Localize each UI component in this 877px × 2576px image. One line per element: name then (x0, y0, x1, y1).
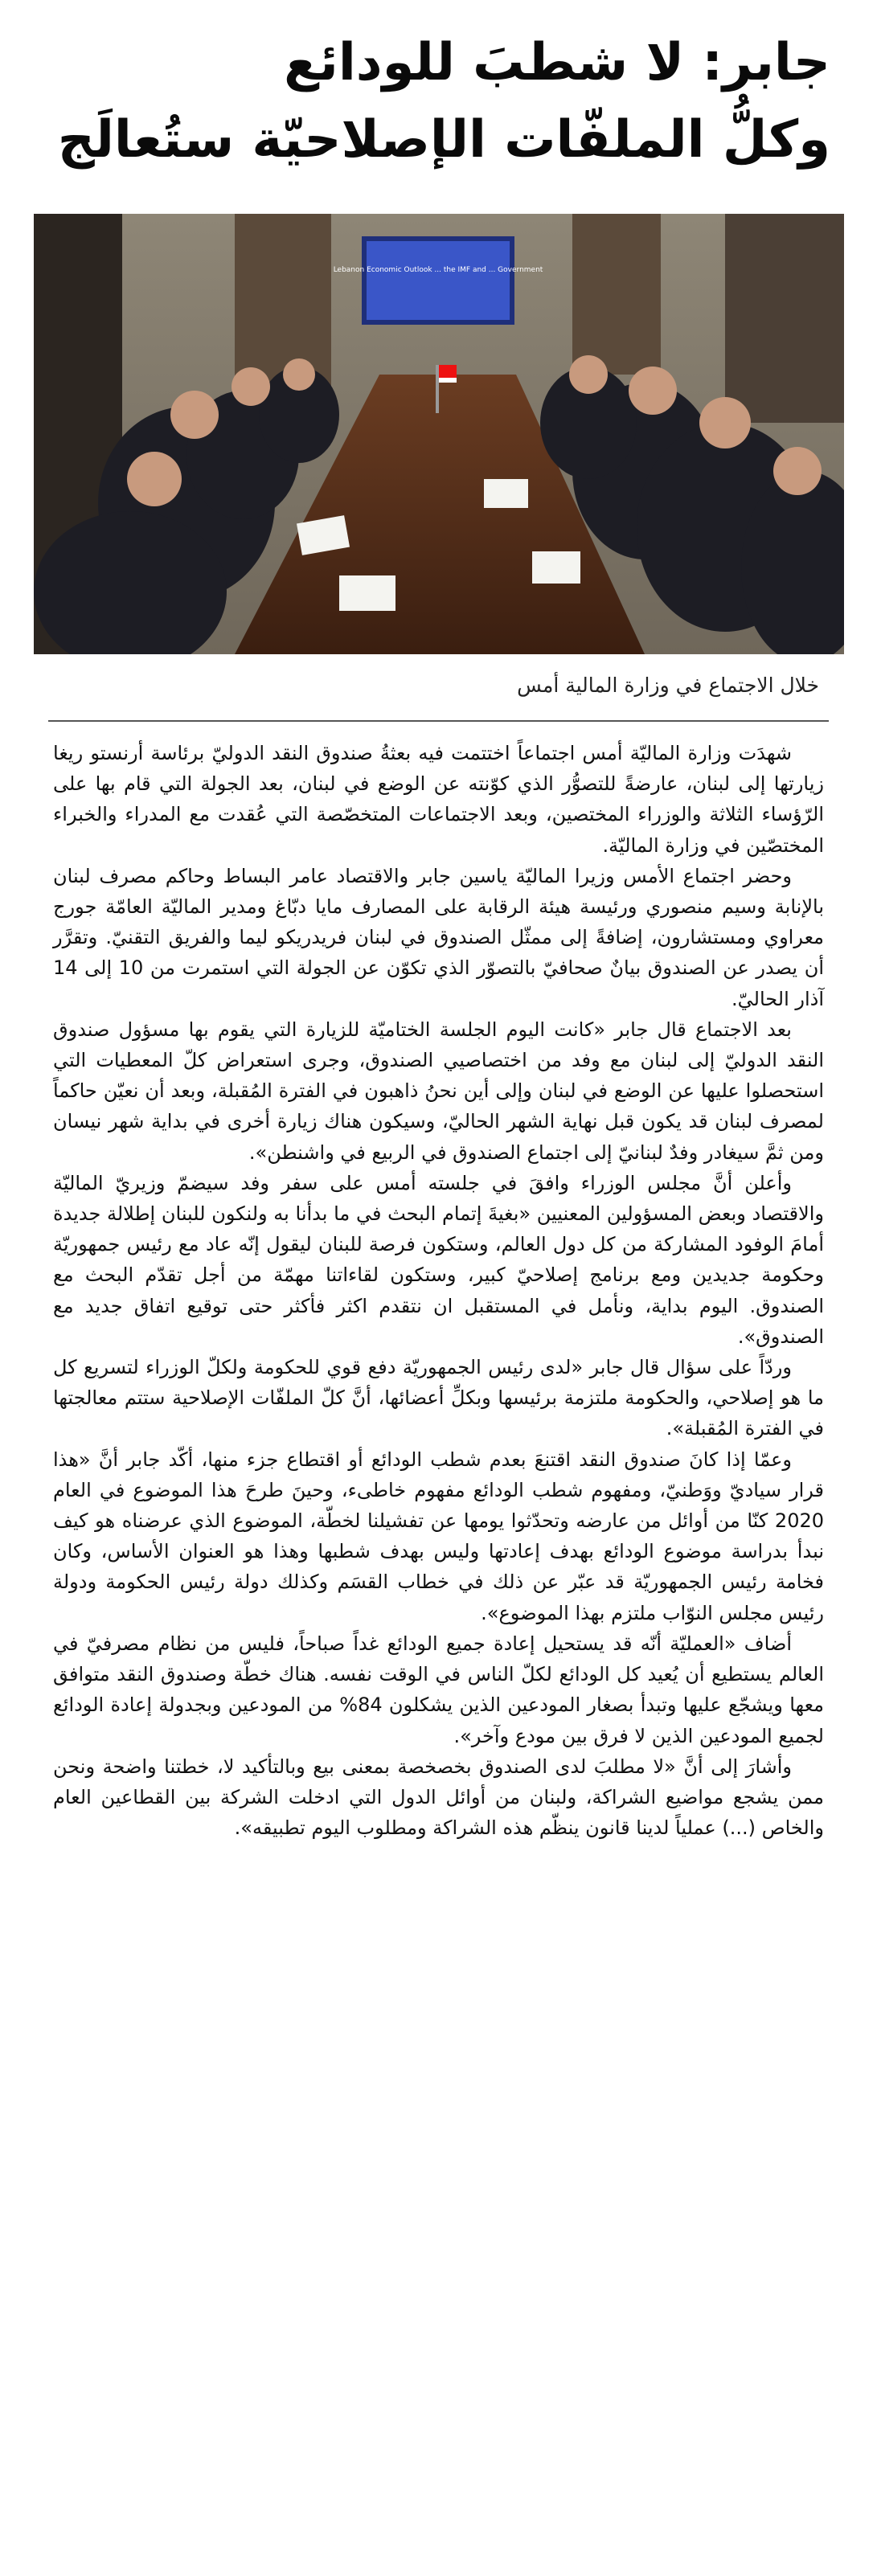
article-headline (32, 24, 845, 178)
headline-line-1: جابر: لا شطبَ للودائع (284, 33, 830, 92)
article-paragraph: أضاف «العمليّة أنّه قد يستحيل إعادة جميع الودائع غداً صباحاً، فليس من نظام مصرفيّ في العالم يستطيع أن يُعيد كل الودائع لكلّ الناس في الوقت نفسه. هناك خطّة وصندوق النقد متوافق معها ويشجّع عليها وتبدأ بصغار المودعين الذين يشكلون 84% من المودعين وبجدولة إعادة الودائع لجميع المودعين الذين لا فرق بين مودع وآخر». (53, 1632, 825, 1747)
article-paragraph: وحضر اجتماع الأمس وزيرا الماليّة ياسين جابر والاقتصاد عامر البساط وحاكم مصرف لبنان بالإنابة وسيم منصوري ورئيسة هيئة الرقابة على المصارف مايا دبّاغ ومدير الماليّة العامّة جورج معراوي ومستشارون، إضافةً إلى ممثّل الصندوق في لبنان فريدريكو ليما والفريق التقنيّ. وتقرَّر أن يصدر عن الصندوق بيانٌ صحافيّ بالتصوّر الذي تكوّن عن الجولة التي استمرت من 10 إلى 14 آذار الحاليّ. (53, 864, 824, 1010)
meeting-photo-illustration (34, 214, 844, 654)
article-paragraph: وعمّا إذا كانَ صندوق النقد اقتنعَ بعدم شطب الودائع أو اقتطاع جزء منها، أكّد جابر أنَّ «هذا قرار سياديّ ووَطنيّ، ومفهوم شطب الودائع مفهوم خاطىء، وحينَ طرحَ هذا الموضوع في العام 2020 كنّا من أوائل من عارضه وتحدّثوا يومها عن تفشيلنا لخطّة، الموضوع الذي عرضناه هو كيف نبدأ بدراسة موضوع الودائع بهدف إعادتها وليس بهدف شطبها وهذا هو العنوان الأساس، وكان فخامة رئيس الجمهوريّة قد عبّر عن ذلك في خطاب القسَم وكذلك دولة رئيس الحكومة ودولة رئيس مجلس النوّاب ملتزم بهذا الموضوع». (53, 1448, 824, 1624)
screen-title: Lebanon Economic Outlook ... the IMF and ... Government (333, 266, 543, 274)
caption-divider (48, 720, 829, 722)
article-paragraph: شهدَت وزارة الماليّة أمس اجتماعاً اختتمت فيه بعثةُ صندوق النقد الدوليّ برئاسة أرنستو ريغا زيارتها إلى لبنان، عارضةً للتصوُّر الذي كوّنته عن الوضع في لبنان، بعد الجولة التي قام بها على الرّؤساء الثلاثة والوزراء المختصين، وبعد الاجتماعات المتخصّصة التي عُقدت مع المدراء والخبراء المختصّين في وزارة الماليّة. (53, 742, 824, 857)
article-paragraph: وردّاً على سؤال قال جابر «لدى رئيس الجمهوريّة دفع قوي للحكومة ولكلّ الوزراء لتسريع كل ما هو إصلاحي، والحكومة ملتزمة برئيسها وبكلِّ أعضائها، أنَّ كلّ الملفّات الإصلاحية ستتم معالجتها في الفترة المُقبلة». (53, 1356, 824, 1440)
article-paragraph: بعد الاجتماع قال جابر «كانت اليوم الجلسة الختاميّة للزيارة التي يقوم بها مسؤول صندوق النقد الدوليّ إلى لبنان مع وفد من اختصاصيي الصندوق، وجرى استعراض كلّ المعطيات التي استحصلوا عليها عن الوضع في لبنان وإلى أين نحنُ ذاهبون في الفترة المُقبلة، وبعد أن نعيّن حاكماً لمصرف لبنان قد يكون قبل نهاية الشهر الحاليّ، وسيكون هناك زيارة أخرى في بداية شهر نيسان ومن ثمَّ سيغادر وفدٌ لبنانيّ إلى اجتماع الصندوق في الربيع في واشنطن». (53, 1018, 824, 1164)
meeting-photo (34, 214, 844, 654)
photo-caption: خلال الاجتماع في وزارة المالية أمس (517, 674, 819, 697)
article-body (53, 738, 824, 1843)
headline-line-2: وكلُّ الملفّات الإصلاحيّة ستُعالَج (57, 110, 830, 170)
article-paragraph: وأعلن أنَّ مجلس الوزراء وافقَ في جلسته أمس على سفر وفد سيضمّ وزيريّ الماليّة والاقتصاد وبعض المسؤولين المعنيين «بغيةَ إتمام البحث في ما بدأنا به ولنكون للبنان إطلالة جديدة أمامَ الوفود المشاركة من كل دول العالم، وستكون فرصة للبنان ليقول إنّه عاد مع رئيس جمهوريّة وحكومة جديدين ومع برنامج إصلاحيّ كبير، وستكون لقاءاتنا مهمّة من أجل تقدّم البحث مع الصندوق. اليوم بداية، ونأمل في المستقبل ان نتقدم اكثر فأكثر حتى توقيع اتفاق جديد مع الصندوق». (53, 1171, 824, 1348)
article-paragraph: وأشارَ إلى أنَّ «لا مطلبَ لدى الصندوق بخصخصة بمعنى بيع وبالتأكيد لا، خطتنا واضحة ونحن ممن يشجع مواضيع الشراكة، ولبنان من أوائل الدول التي ادخلت الشركة بين القطاعين العام والخاص (...) عملياً لدينا قانون ينظّم هذه الشراكة ومطلوب اليوم تطبيقه». (53, 1755, 824, 1840)
